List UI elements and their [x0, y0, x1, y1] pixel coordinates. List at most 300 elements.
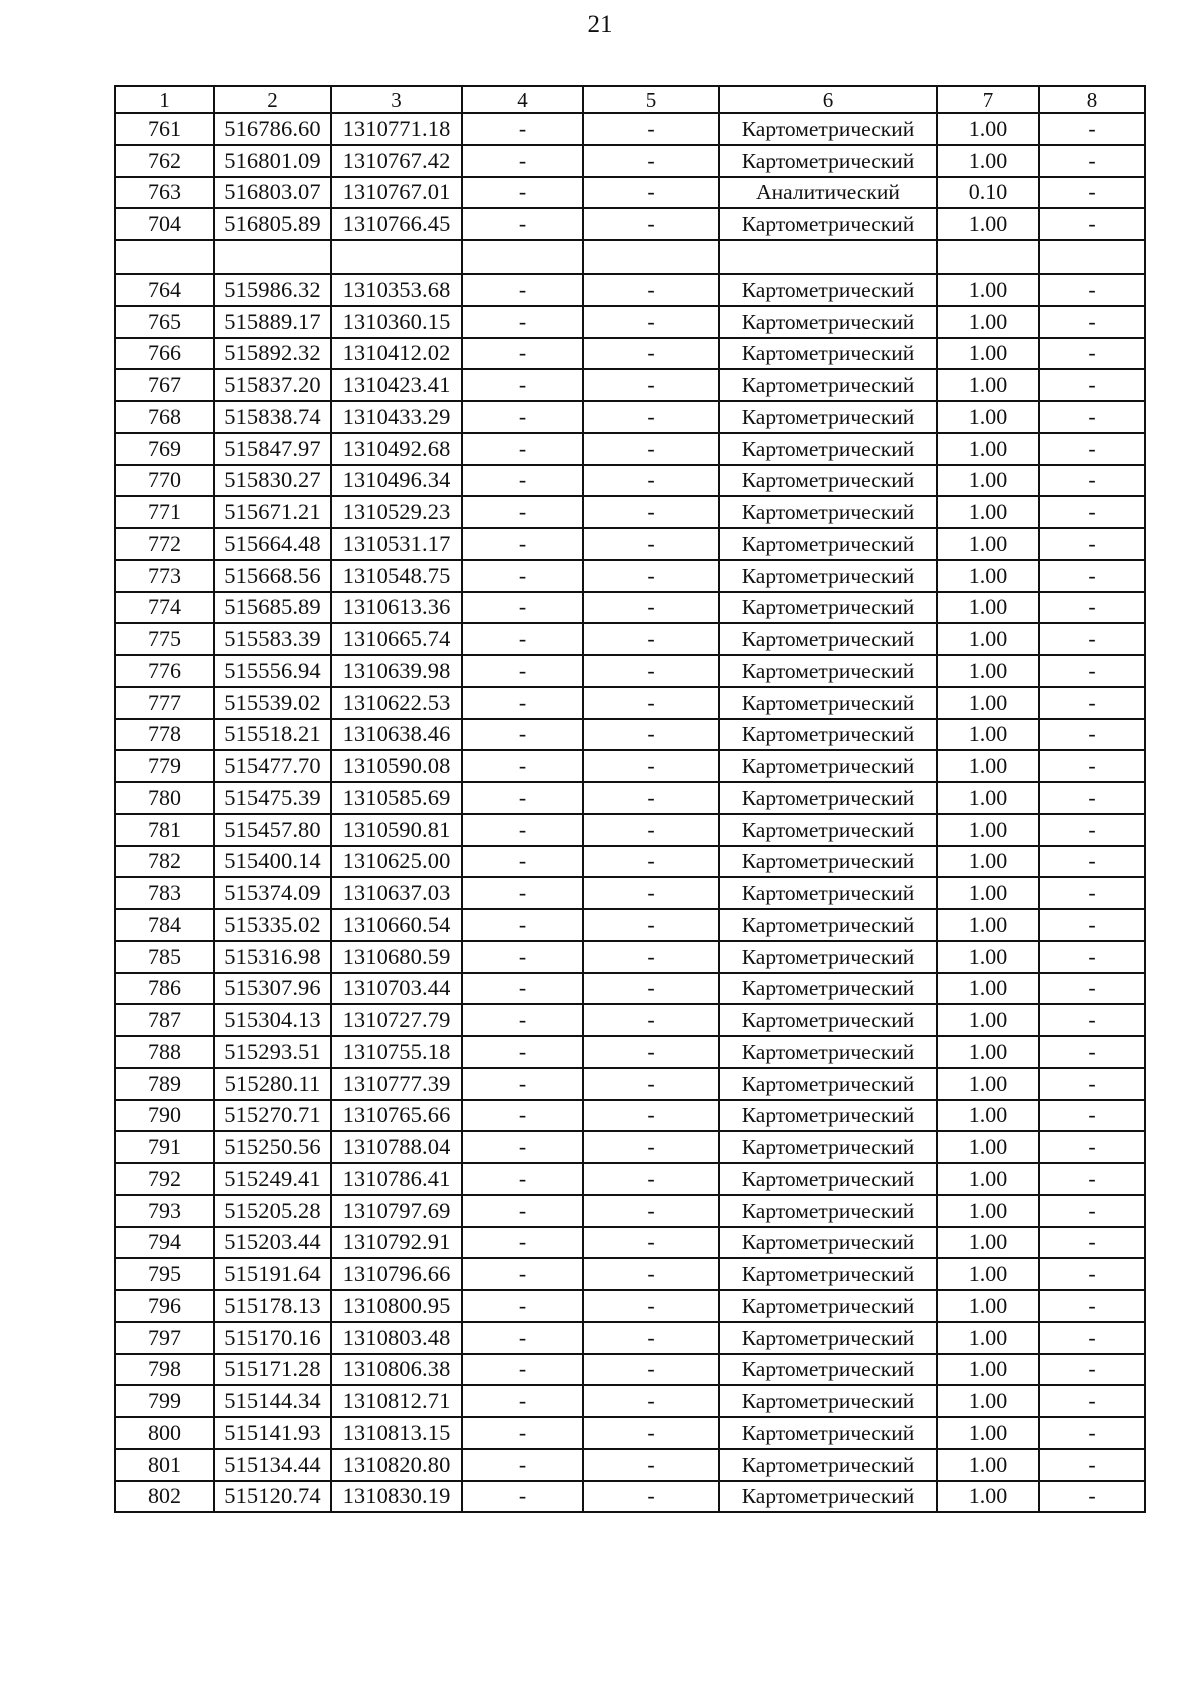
y-coordinate-cell: 1310806.38 — [331, 1354, 462, 1386]
accuracy-cell: 1.00 — [937, 1195, 1039, 1227]
column-5-cell: - — [583, 401, 719, 433]
column-4-cell: - — [462, 973, 583, 1005]
y-coordinate-cell: 1310613.36 — [331, 592, 462, 624]
column-5-cell: - — [583, 877, 719, 909]
point-number-cell: 794 — [115, 1227, 214, 1259]
x-coordinate-cell: 515307.96 — [214, 973, 331, 1005]
method-cell: Картометрический — [719, 496, 937, 528]
column-8-cell: - — [1039, 1227, 1145, 1259]
column-5-cell: - — [583, 655, 719, 687]
column-5-cell: - — [583, 369, 719, 401]
x-coordinate-cell: 515889.17 — [214, 306, 331, 338]
column-5-cell: - — [583, 1322, 719, 1354]
method-cell: Картометрический — [719, 401, 937, 433]
x-coordinate-cell: 515457.80 — [214, 814, 331, 846]
accuracy-cell: 1.00 — [937, 401, 1039, 433]
column-5-cell: - — [583, 528, 719, 560]
method-cell: Картометрический — [719, 846, 937, 878]
point-number-cell: 763 — [115, 177, 214, 209]
point-number-cell: 783 — [115, 877, 214, 909]
column-5-cell: - — [583, 145, 719, 177]
method-cell: Картометрический — [719, 145, 937, 177]
column-5-cell: - — [583, 1385, 719, 1417]
table-row — [115, 623, 1145, 655]
y-coordinate-cell: 1310800.95 — [331, 1290, 462, 1322]
method-cell: Картометрический — [719, 1417, 937, 1449]
table-row — [115, 1417, 1145, 1449]
accuracy-cell: 1.00 — [937, 369, 1039, 401]
method-cell: Картометрический — [719, 1195, 937, 1227]
column-5-cell: - — [583, 814, 719, 846]
column-4-cell: - — [462, 1068, 583, 1100]
point-number-cell: 772 — [115, 528, 214, 560]
column-5-cell: - — [583, 1004, 719, 1036]
accuracy-cell: 1.00 — [937, 814, 1039, 846]
column-8-cell: - — [1039, 306, 1145, 338]
column-8-cell: - — [1039, 719, 1145, 751]
accuracy-cell: 1.00 — [937, 1417, 1039, 1449]
table-row — [115, 1004, 1145, 1036]
column-8-cell: - — [1039, 655, 1145, 687]
y-coordinate-cell: 1310585.69 — [331, 782, 462, 814]
method-cell: Картометрический — [719, 1131, 937, 1163]
column-4-cell: - — [462, 528, 583, 560]
column-5-cell: - — [583, 1258, 719, 1290]
column-8-cell: - — [1039, 369, 1145, 401]
point-number-cell: 782 — [115, 846, 214, 878]
x-coordinate-cell: 515847.97 — [214, 433, 331, 465]
table-row — [115, 338, 1145, 370]
accuracy-cell: 1.00 — [937, 1481, 1039, 1513]
point-number-cell: 769 — [115, 433, 214, 465]
accuracy-cell: 1.00 — [937, 113, 1039, 145]
y-coordinate-cell: 1310796.66 — [331, 1258, 462, 1290]
column-5-cell: - — [583, 560, 719, 592]
accuracy-cell: 1.00 — [937, 465, 1039, 497]
column-8-cell: - — [1039, 846, 1145, 878]
column-header-2: 2 — [214, 86, 331, 113]
y-coordinate-cell: 1310792.91 — [331, 1227, 462, 1259]
column-8-cell: - — [1039, 113, 1145, 145]
column-5-cell: - — [583, 433, 719, 465]
table-row — [115, 750, 1145, 782]
column-8-cell: - — [1039, 528, 1145, 560]
column-5-cell: - — [583, 208, 719, 240]
y-coordinate-cell: 1310412.02 — [331, 338, 462, 370]
table-row — [115, 1449, 1145, 1481]
column-4-cell: - — [462, 719, 583, 751]
method-cell: Картометрический — [719, 623, 937, 655]
y-coordinate-cell: 1310771.18 — [331, 113, 462, 145]
column-4-cell: - — [462, 1100, 583, 1132]
column-4-cell: - — [462, 1481, 583, 1513]
column-8-cell: - — [1039, 1258, 1145, 1290]
y-coordinate-cell: 1310496.34 — [331, 465, 462, 497]
table-row — [115, 1354, 1145, 1386]
x-coordinate-cell: 515178.13 — [214, 1290, 331, 1322]
column-4-cell: - — [462, 145, 583, 177]
method-cell: Картометрический — [719, 655, 937, 687]
point-number-cell: 780 — [115, 782, 214, 814]
column-8-cell: - — [1039, 973, 1145, 1005]
x-coordinate-cell: 515205.28 — [214, 1195, 331, 1227]
table-row — [115, 465, 1145, 497]
table-row — [115, 433, 1145, 465]
column-8-cell: - — [1039, 1004, 1145, 1036]
column-header-4: 4 — [462, 86, 583, 113]
y-coordinate-cell: 1310433.29 — [331, 401, 462, 433]
x-coordinate-cell: 515668.56 — [214, 560, 331, 592]
table-row — [115, 941, 1145, 973]
accuracy-cell: 1.00 — [937, 560, 1039, 592]
accuracy-cell: 1.00 — [937, 655, 1039, 687]
point-number-cell: 761 — [115, 113, 214, 145]
accuracy-cell: 1.00 — [937, 877, 1039, 909]
point-number-cell: 793 — [115, 1195, 214, 1227]
column-header-5: 5 — [583, 86, 719, 113]
point-number-cell: 773 — [115, 560, 214, 592]
table-row — [115, 846, 1145, 878]
y-coordinate-cell: 1310727.79 — [331, 1004, 462, 1036]
page-number: 21 — [587, 11, 613, 38]
column-8-cell: - — [1039, 1385, 1145, 1417]
column-8-cell: - — [1039, 750, 1145, 782]
point-number-cell: 768 — [115, 401, 214, 433]
y-coordinate-cell: 1310423.41 — [331, 369, 462, 401]
point-number-cell: 802 — [115, 1481, 214, 1513]
column-4-cell: - — [462, 208, 583, 240]
column-8-cell: - — [1039, 909, 1145, 941]
x-coordinate-cell: 515335.02 — [214, 909, 331, 941]
point-number-cell: 785 — [115, 941, 214, 973]
y-coordinate-cell: 1310812.71 — [331, 1385, 462, 1417]
method-cell: Картометрический — [719, 113, 937, 145]
column-8-cell: - — [1039, 208, 1145, 240]
column-5-cell: - — [583, 113, 719, 145]
method-cell: Картометрический — [719, 1004, 937, 1036]
y-coordinate-cell: 1310788.04 — [331, 1131, 462, 1163]
column-5-cell: - — [583, 1100, 719, 1132]
x-coordinate-cell: 515134.44 — [214, 1449, 331, 1481]
x-coordinate-cell: 515475.39 — [214, 782, 331, 814]
method-cell: Аналитический — [719, 177, 937, 209]
method-cell: Картометрический — [719, 433, 937, 465]
column-5-cell: - — [583, 1131, 719, 1163]
x-coordinate-cell: 515250.56 — [214, 1131, 331, 1163]
accuracy-cell: 1.00 — [937, 1004, 1039, 1036]
x-coordinate-cell: 515203.44 — [214, 1227, 331, 1259]
column-4-cell: - — [462, 655, 583, 687]
x-coordinate-cell: 515685.89 — [214, 592, 331, 624]
column-4-cell: - — [462, 560, 583, 592]
column-8-cell: - — [1039, 1322, 1145, 1354]
column-5-cell: - — [583, 1068, 719, 1100]
table-row — [115, 1227, 1145, 1259]
point-number-cell: 789 — [115, 1068, 214, 1100]
column-8-cell: - — [1039, 177, 1145, 209]
column-8-cell: - — [1039, 592, 1145, 624]
y-coordinate-cell: 1310638.46 — [331, 719, 462, 751]
column-8-cell: - — [1039, 1163, 1145, 1195]
y-coordinate-cell: 1310777.39 — [331, 1068, 462, 1100]
point-number-cell: 786 — [115, 973, 214, 1005]
column-5-cell: - — [583, 338, 719, 370]
method-cell: Картометрический — [719, 465, 937, 497]
point-number-cell: 796 — [115, 1290, 214, 1322]
accuracy-cell: 1.00 — [937, 782, 1039, 814]
column-4-cell: - — [462, 1195, 583, 1227]
coordinates-table — [114, 85, 1146, 1513]
table-row — [115, 719, 1145, 751]
column-5-cell: - — [583, 177, 719, 209]
point-number-cell: 704 — [115, 208, 214, 240]
point-number-cell: 771 — [115, 496, 214, 528]
accuracy-cell — [937, 240, 1039, 274]
x-coordinate-cell: 516805.89 — [214, 208, 331, 240]
x-coordinate-cell: 516801.09 — [214, 145, 331, 177]
column-4-cell: - — [462, 496, 583, 528]
method-cell: Картометрический — [719, 909, 937, 941]
method-cell: Картометрический — [719, 1385, 937, 1417]
column-5-cell: - — [583, 909, 719, 941]
table-row — [115, 145, 1145, 177]
method-cell: Картометрический — [719, 1354, 937, 1386]
table-row — [115, 592, 1145, 624]
x-coordinate-cell: 515141.93 — [214, 1417, 331, 1449]
column-5-cell: - — [583, 973, 719, 1005]
column-4-cell: - — [462, 877, 583, 909]
y-coordinate-cell: 1310360.15 — [331, 306, 462, 338]
column-4-cell: - — [462, 782, 583, 814]
column-4-cell: - — [462, 274, 583, 306]
column-8-cell: - — [1039, 145, 1145, 177]
accuracy-cell: 1.00 — [937, 1100, 1039, 1132]
column-8-cell: - — [1039, 1068, 1145, 1100]
point-number-cell: 775 — [115, 623, 214, 655]
column-8-cell: - — [1039, 782, 1145, 814]
table-row — [115, 1163, 1145, 1195]
table-row — [115, 306, 1145, 338]
point-number-cell: 791 — [115, 1131, 214, 1163]
column-5-cell: - — [583, 1195, 719, 1227]
x-coordinate-cell: 515892.32 — [214, 338, 331, 370]
accuracy-cell: 1.00 — [937, 1068, 1039, 1100]
x-coordinate-cell: 515270.71 — [214, 1100, 331, 1132]
y-coordinate-cell: 1310767.01 — [331, 177, 462, 209]
accuracy-cell: 1.00 — [937, 1290, 1039, 1322]
column-4-cell: - — [462, 941, 583, 973]
method-cell: Картометрический — [719, 814, 937, 846]
accuracy-cell: 1.00 — [937, 496, 1039, 528]
x-coordinate-cell: 516803.07 — [214, 177, 331, 209]
accuracy-cell: 1.00 — [937, 528, 1039, 560]
column-5-cell: - — [583, 306, 719, 338]
x-coordinate-cell: 515539.02 — [214, 687, 331, 719]
column-8-cell — [1039, 240, 1145, 274]
method-cell: Картометрический — [719, 369, 937, 401]
y-coordinate-cell: 1310639.98 — [331, 655, 462, 687]
method-cell: Картометрический — [719, 1068, 937, 1100]
point-number-cell: 764 — [115, 274, 214, 306]
column-8-cell: - — [1039, 433, 1145, 465]
y-coordinate-cell: 1310590.81 — [331, 814, 462, 846]
column-header-8: 8 — [1039, 86, 1145, 113]
accuracy-cell: 1.00 — [937, 1163, 1039, 1195]
column-4-cell: - — [462, 592, 583, 624]
column-5-cell: - — [583, 687, 719, 719]
x-coordinate-cell: 515477.70 — [214, 750, 331, 782]
table-row — [115, 1068, 1145, 1100]
table-row — [115, 1290, 1145, 1322]
y-coordinate-cell: 1310767.42 — [331, 145, 462, 177]
method-cell: Картометрический — [719, 1322, 937, 1354]
method-cell: Картометрический — [719, 782, 937, 814]
x-coordinate-cell: 515556.94 — [214, 655, 331, 687]
accuracy-cell: 1.00 — [937, 433, 1039, 465]
accuracy-cell: 1.00 — [937, 909, 1039, 941]
column-4-cell: - — [462, 814, 583, 846]
table-row — [115, 1100, 1145, 1132]
method-cell: Картометрический — [719, 1100, 937, 1132]
column-4-cell: - — [462, 687, 583, 719]
table-row — [115, 113, 1145, 145]
point-number-cell: 766 — [115, 338, 214, 370]
column-4-cell: - — [462, 1258, 583, 1290]
column-4-cell: - — [462, 338, 583, 370]
accuracy-cell: 1.00 — [937, 1354, 1039, 1386]
column-8-cell: - — [1039, 1036, 1145, 1068]
column-5-cell: - — [583, 750, 719, 782]
column-8-cell: - — [1039, 1290, 1145, 1322]
y-coordinate-cell: 1310665.74 — [331, 623, 462, 655]
method-cell: Картометрический — [719, 1481, 937, 1513]
point-number-cell: 792 — [115, 1163, 214, 1195]
x-coordinate-cell: 515374.09 — [214, 877, 331, 909]
column-5-cell: - — [583, 1417, 719, 1449]
column-8-cell: - — [1039, 877, 1145, 909]
table-row — [115, 1195, 1145, 1227]
column-8-cell: - — [1039, 941, 1145, 973]
column-8-cell: - — [1039, 560, 1145, 592]
point-number-cell: 788 — [115, 1036, 214, 1068]
x-coordinate-cell: 515664.48 — [214, 528, 331, 560]
x-coordinate-cell: 515838.74 — [214, 401, 331, 433]
accuracy-cell: 1.00 — [937, 1036, 1039, 1068]
method-cell: Картометрический — [719, 338, 937, 370]
x-coordinate-cell: 515583.39 — [214, 623, 331, 655]
point-number-cell: 781 — [115, 814, 214, 846]
x-coordinate-cell: 515249.41 — [214, 1163, 331, 1195]
table-row — [115, 877, 1145, 909]
point-number-cell: 801 — [115, 1449, 214, 1481]
method-cell: Картометрический — [719, 1163, 937, 1195]
point-number-cell — [115, 240, 214, 274]
point-number-cell: 784 — [115, 909, 214, 941]
accuracy-cell: 1.00 — [937, 687, 1039, 719]
accuracy-cell: 1.00 — [937, 719, 1039, 751]
y-coordinate-cell: 1310529.23 — [331, 496, 462, 528]
table-row — [115, 1322, 1145, 1354]
y-coordinate-cell: 1310660.54 — [331, 909, 462, 941]
x-coordinate-cell: 516786.60 — [214, 113, 331, 145]
y-coordinate-cell: 1310786.41 — [331, 1163, 462, 1195]
column-4-cell: - — [462, 465, 583, 497]
method-cell: Картометрический — [719, 719, 937, 751]
table-row — [115, 909, 1145, 941]
column-5-cell: - — [583, 496, 719, 528]
table-row — [115, 369, 1145, 401]
method-cell: Картометрический — [719, 973, 937, 1005]
y-coordinate-cell: 1310813.15 — [331, 1417, 462, 1449]
column-5-cell — [583, 240, 719, 274]
table-body — [115, 86, 1145, 1512]
column-8-cell: - — [1039, 1481, 1145, 1513]
column-5-cell: - — [583, 623, 719, 655]
table-row — [115, 528, 1145, 560]
table-row — [115, 177, 1145, 209]
column-5-cell: - — [583, 782, 719, 814]
column-5-cell: - — [583, 1449, 719, 1481]
method-cell: Картометрический — [719, 941, 937, 973]
point-number-cell: 767 — [115, 369, 214, 401]
accuracy-cell: 1.00 — [937, 941, 1039, 973]
x-coordinate-cell: 515671.21 — [214, 496, 331, 528]
method-cell: Картометрический — [719, 274, 937, 306]
method-cell: Картометрический — [719, 687, 937, 719]
point-number-cell: 799 — [115, 1385, 214, 1417]
column-4-cell: - — [462, 846, 583, 878]
accuracy-cell: 1.00 — [937, 750, 1039, 782]
column-8-cell: - — [1039, 1449, 1145, 1481]
accuracy-cell: 1.00 — [937, 1449, 1039, 1481]
column-4-cell — [462, 240, 583, 274]
table-row — [115, 401, 1145, 433]
method-cell: Картометрический — [719, 1227, 937, 1259]
point-number-cell: 774 — [115, 592, 214, 624]
method-cell: Картометрический — [719, 1258, 937, 1290]
table-row — [115, 655, 1145, 687]
table-row — [115, 973, 1145, 1005]
table-row-separator — [115, 240, 1145, 274]
y-coordinate-cell: 1310625.00 — [331, 846, 462, 878]
column-8-cell: - — [1039, 1131, 1145, 1163]
x-coordinate-cell: 515170.16 — [214, 1322, 331, 1354]
column-4-cell: - — [462, 1036, 583, 1068]
column-header-3: 3 — [331, 86, 462, 113]
x-coordinate-cell — [214, 240, 331, 274]
x-coordinate-cell: 515144.34 — [214, 1385, 331, 1417]
point-number-cell: 795 — [115, 1258, 214, 1290]
accuracy-cell: 1.00 — [937, 338, 1039, 370]
column-4-cell: - — [462, 909, 583, 941]
column-4-cell: - — [462, 1322, 583, 1354]
accuracy-cell: 1.00 — [937, 1258, 1039, 1290]
y-coordinate-cell: 1310703.44 — [331, 973, 462, 1005]
y-coordinate-cell: 1310755.18 — [331, 1036, 462, 1068]
x-coordinate-cell: 515280.11 — [214, 1068, 331, 1100]
column-4-cell: - — [462, 1354, 583, 1386]
y-coordinate-cell: 1310637.03 — [331, 877, 462, 909]
accuracy-cell: 0.10 — [937, 177, 1039, 209]
column-5-cell: - — [583, 1354, 719, 1386]
y-coordinate-cell: 1310353.68 — [331, 274, 462, 306]
column-8-cell: - — [1039, 274, 1145, 306]
point-number-cell: 762 — [115, 145, 214, 177]
column-8-cell: - — [1039, 401, 1145, 433]
y-coordinate-cell: 1310765.66 — [331, 1100, 462, 1132]
column-8-cell: - — [1039, 338, 1145, 370]
table-header-row — [115, 86, 1145, 113]
